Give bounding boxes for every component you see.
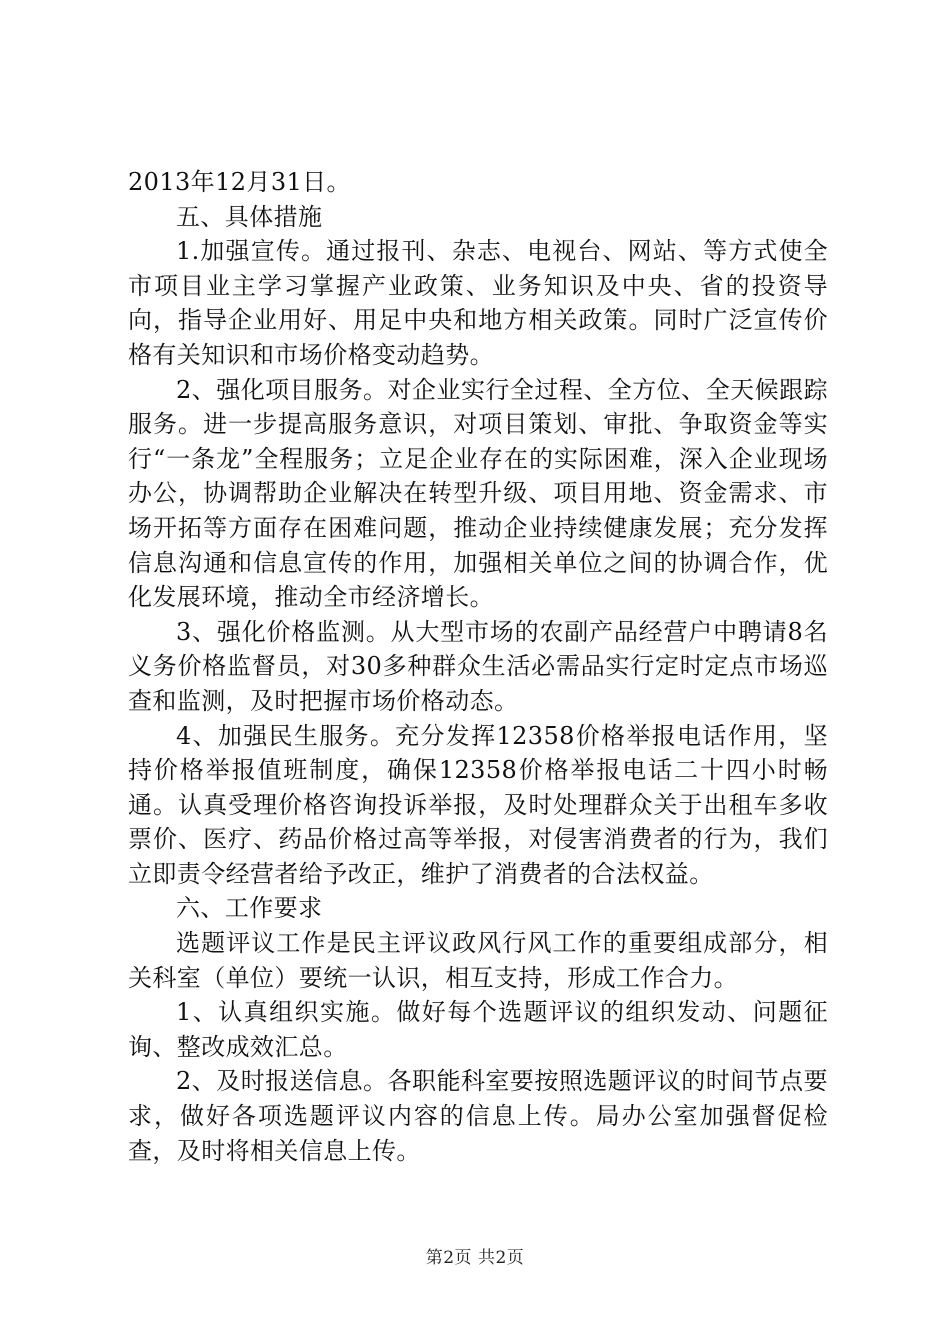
page-number-footer: 第2页 共2页 [425,1248,525,1268]
paragraph-livelihood-service: 4、加强民生服务。充分发挥12358价格举报电话作用，坚持价格举报值班制度，确保12358价格举报电话二十四小时畅通。认真受理价格咨询投诉举报，及时处理群众关于出租车多收票价、医疗、药品价格过高等举报，对侵害消费者的行为，我们立即责令经营者给予改正，维护了消费者的合法权益。 [128,721,828,888]
paragraph-price-monitoring: 3、强化价格监测。从大型市场的农副产品经营户中聘请8名义务价格监督员，对30多种群众生活必需品实行定时定点市场巡查和监测，及时把握市场价格动态。 [128,617,828,715]
document-body [128,165,828,1168]
section-heading-requirements: 六、工作要求 [176,894,323,923]
paragraph-publicity: 1.加强宣传。通过报刊、杂志、电视台、网站、等方式使全市项目业主学习掌握产业政策、业务知识及中央、省的投资导向，指导企业用好、用足中央和地方相关政策。同时广泛宣传价格有关知识和市场价格变动趋势。 [128,237,828,369]
paragraph-evaluation-work: 选题评议工作是民主评议政风行风工作的重要组成部分，相关科室（单位）要统一认识，相互支持，形成工作合力。 [128,929,828,992]
paragraph-implementation: 1、认真组织实施。做好每个选题评议的组织发动、问题征询、整改成效汇总。 [128,998,828,1061]
paragraph-date: 2013年12月31日。 [128,168,351,196]
section-heading-measures: 五、具体措施 [176,202,323,231]
paragraph-reporting: 2、及时报送信息。各职能科室要按照选题评议的时间节点要求，做好各项选题评议内容的信息上传。局办公室加强督促检查，及时将相关信息上传。 [128,1067,828,1165]
paragraph-project-service: 2、强化项目服务。对企业实行全过程、全方位、全天候跟踪服务。进一步提高服务意识，对项目策划、审批、争取资金等实行“一条龙”全程服务；立足企业存在的实际困难，深入企业现场办公，协调帮助企业解决在转型升级、项目用地、资金需求、市场开拓等方面存在困难问题，推动企业持续健康发展；充分发挥信息沟通和信息宣传的作用，加强相关单位之间的协调合作，优化发展环境，推动全市经济增长。 [128,375,828,612]
